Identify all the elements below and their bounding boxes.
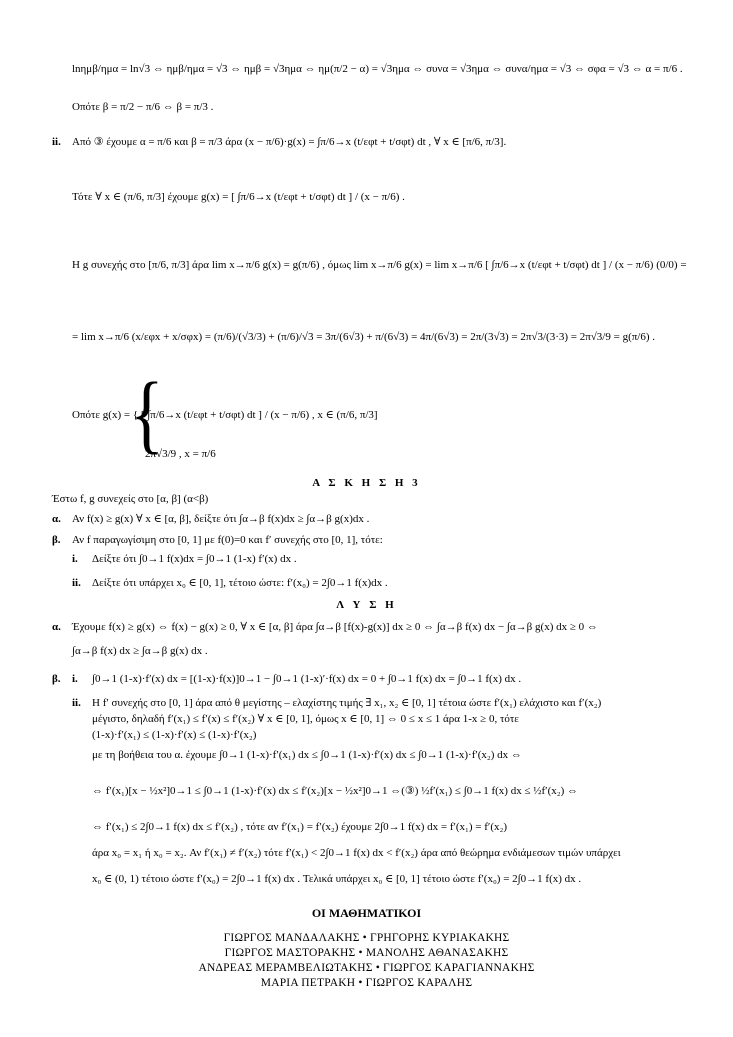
equation-line: Οπότε β = π/2 − π/6 ⇔ β = π/3 . — [72, 101, 214, 113]
solution-text: ∫0→1 (1-x)·f′(x) dx = [(1-x)·f(x)]0→1 − ∫0→1 (1-x)′·f(x) dx = 0 + ∫0→1 f(x) dx = ∫0→1 f(x) dx . — [92, 673, 522, 685]
item-label: β. — [52, 673, 61, 685]
author-line: ΓΙΩΡΓΟΣ ΜΑΝΔΑΛΑΚΗΣ • ΓΡΗΓΟΡΗΣ ΚΥΡΙΑΚΑΚΗΣ — [223, 932, 510, 944]
exercise-intro: Έστω f, g συνεχείς στο [α, β] (α<β) — [52, 493, 209, 505]
exercise-title: Α Σ Κ Η Σ Η 3 — [312, 477, 421, 489]
equation-line: Η g συνεχής στο [π/6, π/3] άρα lim x→π/6 g(x) = g(π/6) , όμως lim x→π/6 g(x) = lim x→π/6 [ ∫π/6→x (t/εφt + t/σφt) dt ] / (x − π/6) (0/0) = — [72, 259, 687, 271]
item-label: ii. — [52, 136, 61, 148]
author-line: ΑΝΔΡΕΑΣ ΜΕΡΑΜΒΕΛΙΩΤΑΚΗΣ • ΓΙΩΡΓΟΣ ΚΑΡΑΓΙΑΝΝΑΚΗΣ — [198, 962, 535, 974]
piecewise-case: 2π√3/9 , x = π/6 — [145, 448, 216, 460]
author-line: ΓΙΩΡΓΟΣ ΜΑΣΤΟΡΑΚΗΣ • ΜΑΝΟΛΗΣ ΑΘΑΝΑΣΑΚΗΣ — [224, 947, 509, 959]
equation-line: = lim x→π/6 (x/εφx + x/σφx) = (π/6)/(√3/3) + (π/6)/√3 = 3π/(6√3) + π/(6√3) = 4π/(6√3) = 2π/(3√3) = 2π√3/(3·3) = 2π√3/9 = g(π/6) . — [72, 331, 656, 343]
solution-title: Λ Υ Σ Η — [336, 599, 397, 611]
footer-heading: ΟΙ ΜΑΘΗΜΑΤΙΚΟΙ — [311, 906, 422, 920]
author-line: ΜΑΡΙΑ ΠΕΤΡΑΚΗ • ΓΙΩΡΓΟΣ ΚΑΡΑΛΗΣ — [260, 977, 473, 989]
solution-text: Η f′ συνεχής στο [0, 1] άρα από θ μεγίστης – ελαχίστης τιμής ∃ x₁, x₂ ∈ [0, 1] τέτοια ώστε f′(x₁) ελάχιστο και f′(x₂) — [92, 697, 602, 709]
item-label: α. — [52, 621, 61, 633]
item-label: β. — [52, 534, 61, 546]
solution-text: Έχουμε f(x) ≥ g(x) ⇔ f(x) − g(x) ≥ 0, ∀ x ∈ [α, β] άρα ∫α→β [f(x)-g(x)] dx ≥ 0 ⇔ ∫α→β f(x) dx − ∫α→β g(x) dx ≥ 0 ⇔ — [72, 621, 598, 633]
item-label: ii. — [72, 697, 81, 709]
item-label: i. — [72, 553, 78, 565]
item-label: ii. — [72, 577, 81, 589]
exercise-text: Αν f(x) ≥ g(x) ∀ x ∈ [α, β], δείξτε ότι ∫α→β f(x)dx ≥ ∫α→β g(x)dx . — [72, 513, 370, 525]
solution-text: x₀ ∈ (0, 1) τέτοιο ώστε f′(x₀) = 2∫0→1 f(x) dx . Τελικά υπάρχει x₀ ∈ [0, 1] τέτοιο ώστε f′(x₀) = 2∫0→1 f(x) dx . — [92, 873, 582, 885]
left-brace: { — [130, 366, 164, 463]
solution-text: μέγιστο, δηλαδή f′(x₁) ≤ f′(x) ≤ f′(x₂) ∀ x ∈ [0, 1], όμως x ∈ [0, 1] ⇔ 0 ≤ x ≤ 1 άρα 1-x ≥ 0, τότε — [92, 713, 519, 725]
item-label: α. — [52, 513, 61, 525]
solution-text: άρα x₀ = x₁ ή x₀ = x₂. Αν f′(x₁) ≠ f′(x₂) τότε f′(x₁) < 2∫0→1 f(x) dx < f′(x₂) άρα από θεώρημα ενδιάμεσων τιμών υπάρχει — [92, 847, 621, 859]
solution-text: ⇔ f′(x₁) ≤ 2∫0→1 f(x) dx ≤ f′(x₂) , τότε αν f′(x₁) = f′(x₂) έχουμε 2∫0→1 f(x) dx = f′(x₁) = f′(x₂) — [92, 821, 507, 833]
exercise-text: Δείξτε ότι υπάρχει x₀ ∈ [0, 1], τέτοιο ώστε: f′(x₀) = 2∫0→1 f(x)dx . — [92, 577, 388, 589]
solution-text: ∫α→β f(x) dx ≥ ∫α→β g(x) dx . — [72, 645, 208, 657]
solution-text: (1-x)·f′(x₁) ≤ (1-x)·f′(x) ≤ (1-x)·f′(x₂) — [92, 729, 257, 741]
item-label: i. — [72, 673, 78, 685]
equation-line: lnημβ/ημα = ln√3 ⇔ ημβ/ημα = √3 ⇔ ημβ = √3ημα ⇔ ημ(π/2 − α) = √3ημα ⇔ συνα = √3ημα ⇔ συνα/ημα = √3 ⇔ σφα = √3 ⇔ α = π/6 . — [72, 63, 683, 75]
piecewise-case: Οπότε g(x) = { [ ∫π/6→x (t/εφt + t/σφt) dt ] / (x − π/6) , x ∈ (π/6, π/3] — [72, 409, 378, 421]
solution-text: με τη βοήθεια του α. έχουμε ∫0→1 (1-x)·f′(x₁) dx ≤ ∫0→1 (1-x)·f′(x) dx ≤ ∫0→1 (1-x)·f′(x₂) dx ⇔ — [92, 749, 522, 761]
solution-text: ⇔ f′(x₁)[x − ½x²]0→1 ≤ ∫0→1 (1-x)·f′(x) dx ≤ f′(x₂)[x − ½x²]0→1 ⇔(③) ½f′(x₁) ≤ ∫0→1 f(x) dx ≤ ½f′(x₂) ⇔ — [92, 785, 578, 797]
equation-line: Τότε ∀ x ∈ (π/6, π/3] έχουμε g(x) = [ ∫π/6→x (t/εφt + t/σφt) dt ] / (x − π/6) . — [72, 191, 405, 203]
exercise-text: Αν f παραγωγίσιμη στο [0, 1] με f(0)=0 και f′ συνεχής στο [0, 1], τότε: — [72, 534, 383, 546]
equation-line: Από ③ έχουμε α = π/6 και β = π/3 άρα (x − π/6)·g(x) = ∫π/6→x (t/εφt + t/σφt) dt , ∀ x ∈ [π/6, π/3]. — [72, 136, 507, 148]
exercise-text: Δείξτε ότι ∫0→1 f(x)dx = ∫0→1 (1-x) f′(x) dx . — [92, 553, 297, 565]
